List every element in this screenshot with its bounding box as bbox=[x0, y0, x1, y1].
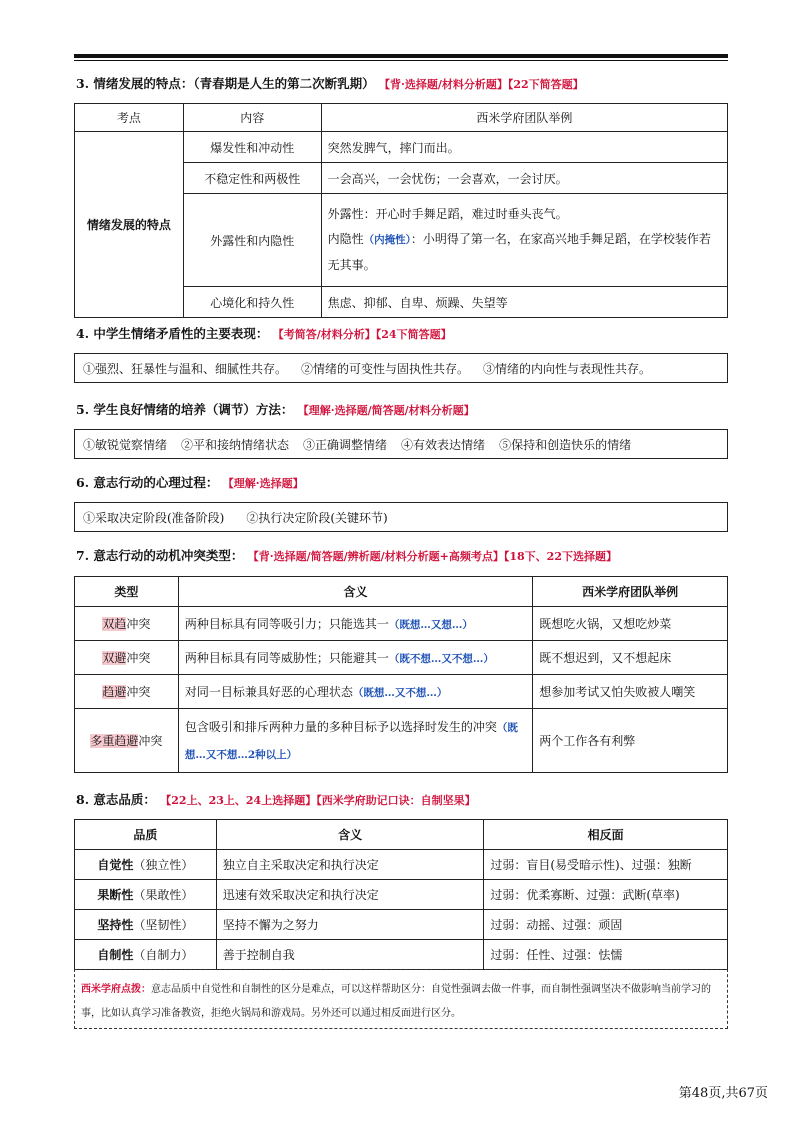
type-cell bbox=[75, 641, 179, 675]
quality-cell bbox=[75, 850, 217, 880]
section-7-title: 7. 意志行动的动机冲突类型： bbox=[76, 548, 244, 563]
quality-name: 坚持性 bbox=[97, 918, 134, 932]
header-cell: 含义 bbox=[216, 820, 484, 850]
type-highlight: 双趋 bbox=[102, 617, 127, 631]
meaning-text: 包含吸引和排斥两种力量的多种目标予以选择时发生的冲突 bbox=[184, 719, 497, 734]
table-row bbox=[75, 607, 728, 641]
meaning-cell bbox=[178, 675, 532, 709]
example-line bbox=[328, 227, 721, 278]
type-highlight: 双避 bbox=[102, 651, 127, 665]
section-5-heading bbox=[76, 400, 475, 418]
type-highlight: 趋避 bbox=[102, 685, 127, 699]
table-row bbox=[75, 709, 728, 773]
example-text: ：小明得了第一名，在家高兴地手舞足蹈，在学校装作若无其事。 bbox=[327, 232, 711, 272]
quality-name: 自觉性 bbox=[97, 858, 134, 872]
type-cell bbox=[75, 709, 179, 773]
list-item: ①采取决定阶段(准备阶段) bbox=[83, 510, 225, 525]
top-rule-thick bbox=[74, 54, 728, 58]
meaning-note: （既想…又想…） bbox=[388, 619, 473, 631]
type-highlight: 多重趋避 bbox=[90, 734, 139, 748]
tip-text: 意志品质中自觉性和自制性的区分是难点，可以这样帮助区分：自觉性强调去做一件事，而自制性强调坚决不做影响当前学习的事，比如认真学习准备教资，拒绝火锅局和游戏局。另外还可以通过相反面进行区分。 bbox=[81, 984, 711, 1019]
header-cell: 含义 bbox=[178, 577, 532, 607]
opposite-cell: 过弱：任性、过强：怯懦 bbox=[484, 940, 728, 970]
type-suffix: 冲突 bbox=[126, 685, 151, 699]
header-cell: 品质 bbox=[75, 820, 217, 850]
section-5-box bbox=[74, 429, 728, 459]
meaning-note: （既不想…又不想…） bbox=[388, 653, 494, 665]
section-8-tag: 【22上、23上、24上选择题】【西米学府助记口诀：自制坚果】 bbox=[160, 794, 476, 807]
example-note: （内掩性） bbox=[363, 234, 411, 246]
section-7-tag: 【背·选择题/简答题/辨析题/材料分析题+高频考点】【18下、22下选择题】 bbox=[247, 550, 617, 563]
quality-cell bbox=[75, 940, 217, 970]
quality-alias: （果敢性） bbox=[133, 888, 194, 902]
section-5-tag: 【理解·选择题/简答题/材料分析题】 bbox=[297, 404, 475, 417]
content-cell: 不稳定性和两极性 bbox=[183, 163, 321, 194]
table-row bbox=[75, 132, 728, 163]
section-6-heading bbox=[76, 473, 304, 491]
example-cell: 突然发脾气，摔门而出。 bbox=[321, 132, 727, 163]
tip-label: 西米学府点拨： bbox=[81, 984, 151, 995]
list-item: ④有效表达情绪 bbox=[401, 437, 486, 452]
list-item: ①敏锐觉察情绪 bbox=[83, 437, 168, 452]
quality-alias: （坚韧性） bbox=[133, 918, 194, 932]
quality-name: 自制性 bbox=[97, 948, 134, 962]
table-header-row bbox=[75, 820, 728, 850]
meaning-cell bbox=[178, 607, 532, 641]
example-cell: 既不想迟到，又不想起床 bbox=[533, 641, 728, 675]
section-4-title: 4. 中学生情绪矛盾性的主要表现： bbox=[76, 326, 269, 341]
example-cell: 一会高兴，一会忧伤；一会喜欢，一会讨厌。 bbox=[321, 163, 727, 194]
section-5-title: 5. 学生良好情绪的培养（调节）方法： bbox=[76, 402, 294, 417]
table-row bbox=[75, 910, 728, 940]
header-cell: 西米学府团队举例 bbox=[533, 577, 728, 607]
quality-name: 果断性 bbox=[97, 888, 134, 902]
meaning-note: （既想…又不想…2种以上） bbox=[184, 721, 518, 761]
header-cell: 相反面 bbox=[484, 820, 728, 850]
header-cell: 内容 bbox=[183, 104, 321, 132]
type-suffix: 冲突 bbox=[126, 651, 151, 665]
meaning-cell: 善于控制自我 bbox=[216, 940, 484, 970]
type-suffix: 冲突 bbox=[126, 617, 151, 631]
quality-alias: （自制力） bbox=[133, 948, 194, 962]
quality-cell bbox=[75, 910, 217, 940]
opposite-cell: 过弱：动摇、过强：顽固 bbox=[484, 910, 728, 940]
meaning-text: 两种目标具有同等威胁性；只能避其一 bbox=[184, 651, 389, 665]
header-cell: 西米学府团队举例 bbox=[321, 104, 727, 132]
content-cell: 心境化和持久性 bbox=[183, 287, 321, 318]
example-prefix: 内隐性 bbox=[327, 232, 364, 246]
list-item: ②执行决定阶段(关键环节) bbox=[246, 510, 388, 525]
example-cell: 两个工作各有利弊 bbox=[533, 709, 728, 773]
type-cell bbox=[75, 675, 179, 709]
content-cell: 爆发性和冲动性 bbox=[183, 132, 321, 163]
quality-alias: （独立性） bbox=[133, 858, 194, 872]
example-cell: 焦虑、抑郁、自卑、烦躁、失望等 bbox=[321, 287, 727, 318]
example-cell: 想参加考试又怕失败被人嘲笑 bbox=[533, 675, 728, 709]
meaning-cell bbox=[178, 709, 532, 773]
row-label: 情绪发展的特点 bbox=[75, 132, 184, 318]
meaning-text: 两种目标具有同等吸引力；只能选其一 bbox=[184, 617, 389, 631]
section-3-tag: 【背·选择题/材料分析题】【22下简答题】 bbox=[379, 78, 584, 91]
page-number: 第48页,共67页 bbox=[678, 1086, 768, 1101]
table-row bbox=[75, 940, 728, 970]
table-row bbox=[75, 641, 728, 675]
meaning-text: 对同一目标兼具好恶的心理状态 bbox=[184, 685, 353, 699]
section-4-heading bbox=[76, 324, 452, 342]
section-6-box bbox=[74, 502, 728, 532]
section-3-heading bbox=[76, 74, 584, 92]
meaning-note: （既想…又不想…） bbox=[352, 687, 448, 699]
table-row bbox=[75, 880, 728, 910]
content-cell: 外露性和内隐性 bbox=[183, 194, 321, 287]
tip-box bbox=[74, 969, 728, 1029]
opposite-cell: 过弱：优柔寡断、过强：武断(草率) bbox=[484, 880, 728, 910]
quality-cell bbox=[75, 880, 217, 910]
example-cell: 既想吃火锅，又想吃炒菜 bbox=[533, 607, 728, 641]
section-6-title: 6. 意志行动的心理过程： bbox=[76, 475, 219, 490]
meaning-cell: 迅速有效采取决定和执行决定 bbox=[216, 880, 484, 910]
table-row bbox=[75, 675, 728, 709]
meaning-cell: 独立自主采取决定和执行决定 bbox=[216, 850, 484, 880]
table-row bbox=[75, 850, 728, 880]
list-item: ⑤保持和创造快乐的情绪 bbox=[499, 437, 632, 452]
list-item: ①强烈、狂暴性与温和、细腻性共存。 bbox=[83, 361, 288, 376]
section-4-tag: 【考简答/材料分析】【24下简答题】 bbox=[272, 328, 452, 341]
section-8-title: 8. 意志品质： bbox=[76, 792, 156, 807]
type-suffix: 冲突 bbox=[138, 734, 163, 748]
section-4-box bbox=[74, 353, 728, 383]
section-3-title: 3. 情绪发展的特点：（青春期是人生的第二次断乳期） bbox=[76, 76, 375, 91]
emotion-features-table bbox=[74, 103, 728, 318]
header-cell: 类型 bbox=[75, 577, 179, 607]
will-quality-table bbox=[74, 819, 728, 970]
motive-conflict-table bbox=[74, 576, 728, 773]
list-item: ②平和接纳情绪状态 bbox=[181, 437, 290, 452]
meaning-cell bbox=[178, 641, 532, 675]
table-header-row bbox=[75, 577, 728, 607]
list-item: ③情绪的内向性与表现性共存。 bbox=[483, 361, 652, 376]
opposite-cell: 过弱：盲目(易受暗示性)、过强：独断 bbox=[484, 850, 728, 880]
list-item: ②情绪的可变性与固执性共存。 bbox=[301, 361, 470, 376]
example-cell bbox=[321, 194, 727, 287]
top-rule-thin bbox=[74, 60, 728, 61]
table-header-row bbox=[75, 104, 728, 132]
section-8-heading bbox=[76, 790, 476, 808]
header-cell: 考点 bbox=[75, 104, 184, 132]
example-line: 外露性：开心时手舞足蹈，难过时垂头丧气。 bbox=[327, 207, 568, 221]
type-cell bbox=[75, 607, 179, 641]
meaning-cell: 坚持不懈为之努力 bbox=[216, 910, 484, 940]
section-7-heading bbox=[76, 546, 617, 564]
list-item: ③正确调整情绪 bbox=[303, 437, 388, 452]
section-6-tag: 【理解·选择题】 bbox=[222, 477, 304, 490]
